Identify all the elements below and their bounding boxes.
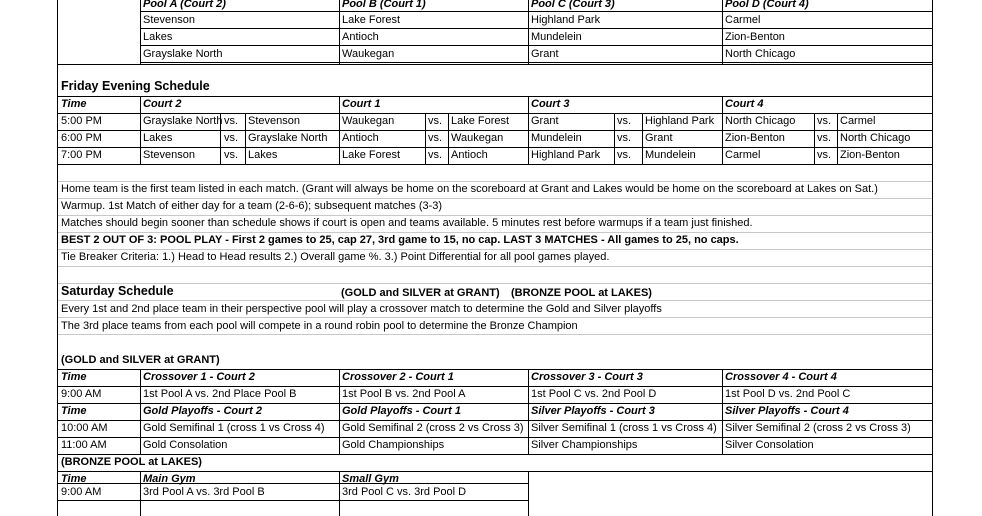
- bronze-time: 9:00 AM: [61, 486, 102, 498]
- vs-label: vs.: [428, 115, 443, 127]
- playoff-time-header: Time: [61, 405, 87, 417]
- away-team: Stevenson: [248, 115, 300, 127]
- friday-court-header: Court 4: [725, 98, 764, 110]
- playoff-match: Silver Semifinal 1 (cross 1 vs Cross 4): [531, 422, 717, 434]
- home-team: North Chicago: [725, 115, 796, 127]
- crossover-match: 1st Pool A vs. 2nd Place Pool B: [143, 388, 297, 400]
- playoff-match: Silver Consolation: [725, 439, 814, 451]
- pool-cell: Lake Forest: [342, 14, 401, 26]
- home-team: Zion-Benton: [725, 132, 785, 144]
- crossover-header: Crossover 2 - Court 1: [342, 371, 454, 383]
- vs-label: vs.: [224, 132, 239, 144]
- playoff-match: Gold Consolation: [143, 439, 228, 451]
- playoff-header: Gold Playoffs - Court 1: [342, 405, 461, 417]
- playoff-header: Gold Playoffs - Court 2: [143, 405, 262, 417]
- home-team: Carmel: [725, 149, 761, 161]
- note-home-team: Home team is the first team listed in each match. (Grant will always be home on the scoreboard at Grant and Lakes would be home on the scoreboard at Lakes on Sat.): [61, 183, 878, 195]
- home-team: Antioch: [342, 132, 379, 144]
- bronze-gym-header: Small Gym: [342, 473, 399, 485]
- bronze-location: (BRONZE POOL at LAKES): [511, 287, 652, 299]
- vs-label: vs.: [224, 149, 239, 161]
- friday-court-header: Court 2: [143, 98, 182, 110]
- pool-cell: Lakes: [143, 31, 173, 43]
- crossover-time-header: Time: [61, 371, 87, 383]
- playoff-header: Silver Playoffs - Court 3: [531, 405, 655, 417]
- pool-cell: North Chicago: [725, 48, 796, 60]
- bronze-match: 3rd Pool A vs. 3rd Pool B: [143, 486, 265, 498]
- home-team: Lakes: [143, 132, 173, 144]
- vs-label: vs.: [428, 132, 443, 144]
- home-team: Waukegan: [342, 115, 395, 127]
- bronze-match: 3rd Pool C vs. 3rd Pool D: [342, 486, 467, 498]
- away-team: Antioch: [451, 149, 488, 161]
- pool-cell: Antioch: [342, 31, 379, 43]
- pool-a-header: Pool A (Court 2): [143, 0, 226, 10]
- vs-label: vs.: [428, 149, 443, 161]
- away-team: Lakes: [248, 149, 278, 161]
- away-team: Highland Park: [645, 115, 715, 127]
- vs-label: vs.: [617, 132, 632, 144]
- crossover-match: 1st Pool B vs. 2nd Pool A: [342, 388, 466, 400]
- away-team: Waukegan: [451, 132, 504, 144]
- pool-cell: Mundelein: [531, 31, 582, 43]
- gold-silver-location: (GOLD and SILVER at GRANT): [341, 287, 500, 299]
- playoff-header: Silver Playoffs - Court 4: [725, 405, 849, 417]
- playoff-match: Gold Semifinal 2 (cross 2 vs Cross 3): [342, 422, 524, 434]
- friday-time: 6:00 PM: [61, 132, 102, 144]
- note-begin: Matches should begin sooner than schedule shows if court is open and teams available. 5 minutes rest before warmups if a team just finished.: [61, 217, 753, 229]
- note-warmup: Warmup. 1st Match of either day for a team (2-6-6); subsequent matches (3-3): [61, 200, 443, 212]
- playoff-match: Silver Championships: [531, 439, 638, 451]
- pool-b-header: Pool B (Court 1): [342, 0, 426, 10]
- away-team: Zion-Benton: [840, 149, 900, 161]
- bronze-title: (BRONZE POOL at LAKES): [61, 456, 202, 468]
- crossover-header: Crossover 1 - Court 2: [143, 371, 255, 383]
- saturday-line-1: Every 1st and 2nd place team in their perspective pool will play a crossover match to determine the Gold and Silver playoffs: [61, 303, 662, 315]
- vs-label: vs.: [224, 115, 239, 127]
- playoff-match: Silver Semifinal 2 (cross 2 vs Cross 3): [725, 422, 911, 434]
- bronze-gym-header: Main Gym: [143, 473, 196, 485]
- friday-time: 7:00 PM: [61, 149, 102, 161]
- playoff-match: Gold Semifinal 1 (cross 1 vs Cross 4): [143, 422, 325, 434]
- vs-label: vs.: [817, 132, 832, 144]
- playoff-time: 11:00 AM: [61, 439, 107, 451]
- friday-court-header: Court 1: [342, 98, 381, 110]
- playoff-match: Gold Championships: [342, 439, 445, 451]
- home-team: Highland Park: [531, 149, 601, 161]
- gold-silver-title: (GOLD and SILVER at GRANT): [61, 354, 220, 366]
- playoff-time: 10:00 AM: [61, 422, 108, 434]
- bronze-time-header: Time: [61, 473, 87, 485]
- pool-cell: Zion-Benton: [725, 31, 785, 43]
- pool-cell: Highland Park: [531, 14, 601, 26]
- pool-d-header: Pool D (Court 4): [725, 0, 809, 10]
- crossover-header: Crossover 4 - Court 4: [725, 371, 837, 383]
- vs-label: vs.: [617, 149, 632, 161]
- pool-cell: Grant: [531, 48, 559, 60]
- home-team: Stevenson: [143, 149, 195, 161]
- home-team: Lake Forest: [342, 149, 401, 161]
- saturday-line-2: The 3rd place teams from each pool will compete in a round robin pool to determine the Bronze Champion: [61, 320, 578, 332]
- away-team: North Chicago: [840, 132, 911, 144]
- friday-time: 5:00 PM: [61, 115, 102, 127]
- vs-label: vs.: [817, 149, 832, 161]
- pool-cell: Waukegan: [342, 48, 395, 60]
- vs-label: vs.: [617, 115, 632, 127]
- friday-time-header: Time: [61, 98, 87, 110]
- away-team: Grayslake North: [248, 132, 328, 144]
- crossover-match: 1st Pool D vs. 2nd Pool C: [725, 388, 851, 400]
- crossover-time: 9:00 AM: [61, 388, 102, 400]
- tournament-sheet: [57, 0, 933, 516]
- note-tie-breaker: Tie Breaker Criteria: 1.) Head to Head results 2.) Overall game %. 3.) Point Differential for all pool games played.: [61, 251, 610, 263]
- away-team: Carmel: [840, 115, 876, 127]
- pool-cell: Carmel: [725, 14, 761, 26]
- home-team: Grayslake North: [143, 115, 223, 127]
- away-team: Grant: [645, 132, 673, 144]
- pool-cell: Grayslake North: [143, 48, 223, 60]
- crossover-header: Crossover 3 - Court 3: [531, 371, 643, 383]
- note-best-of-3: BEST 2 OUT OF 3: POOL PLAY - First 2 games to 25, cap 27, 3rd game to 15, no cap. LAST 3 MATCHES - All games to 25, no caps.: [61, 234, 739, 246]
- friday-court-header: Court 3: [531, 98, 570, 110]
- saturday-title: Saturday Schedule: [61, 284, 174, 298]
- away-team: Mundelein: [645, 149, 696, 161]
- friday-title: Friday Evening Schedule: [61, 79, 210, 93]
- away-team: Lake Forest: [451, 115, 510, 127]
- home-team: Grant: [531, 115, 559, 127]
- pool-cell: Stevenson: [143, 14, 195, 26]
- crossover-match: 1st Pool C vs. 2nd Pool D: [531, 388, 657, 400]
- pool-c-header: Pool C (Court 3): [531, 0, 615, 10]
- home-team: Mundelein: [531, 132, 582, 144]
- vs-label: vs.: [817, 115, 832, 127]
